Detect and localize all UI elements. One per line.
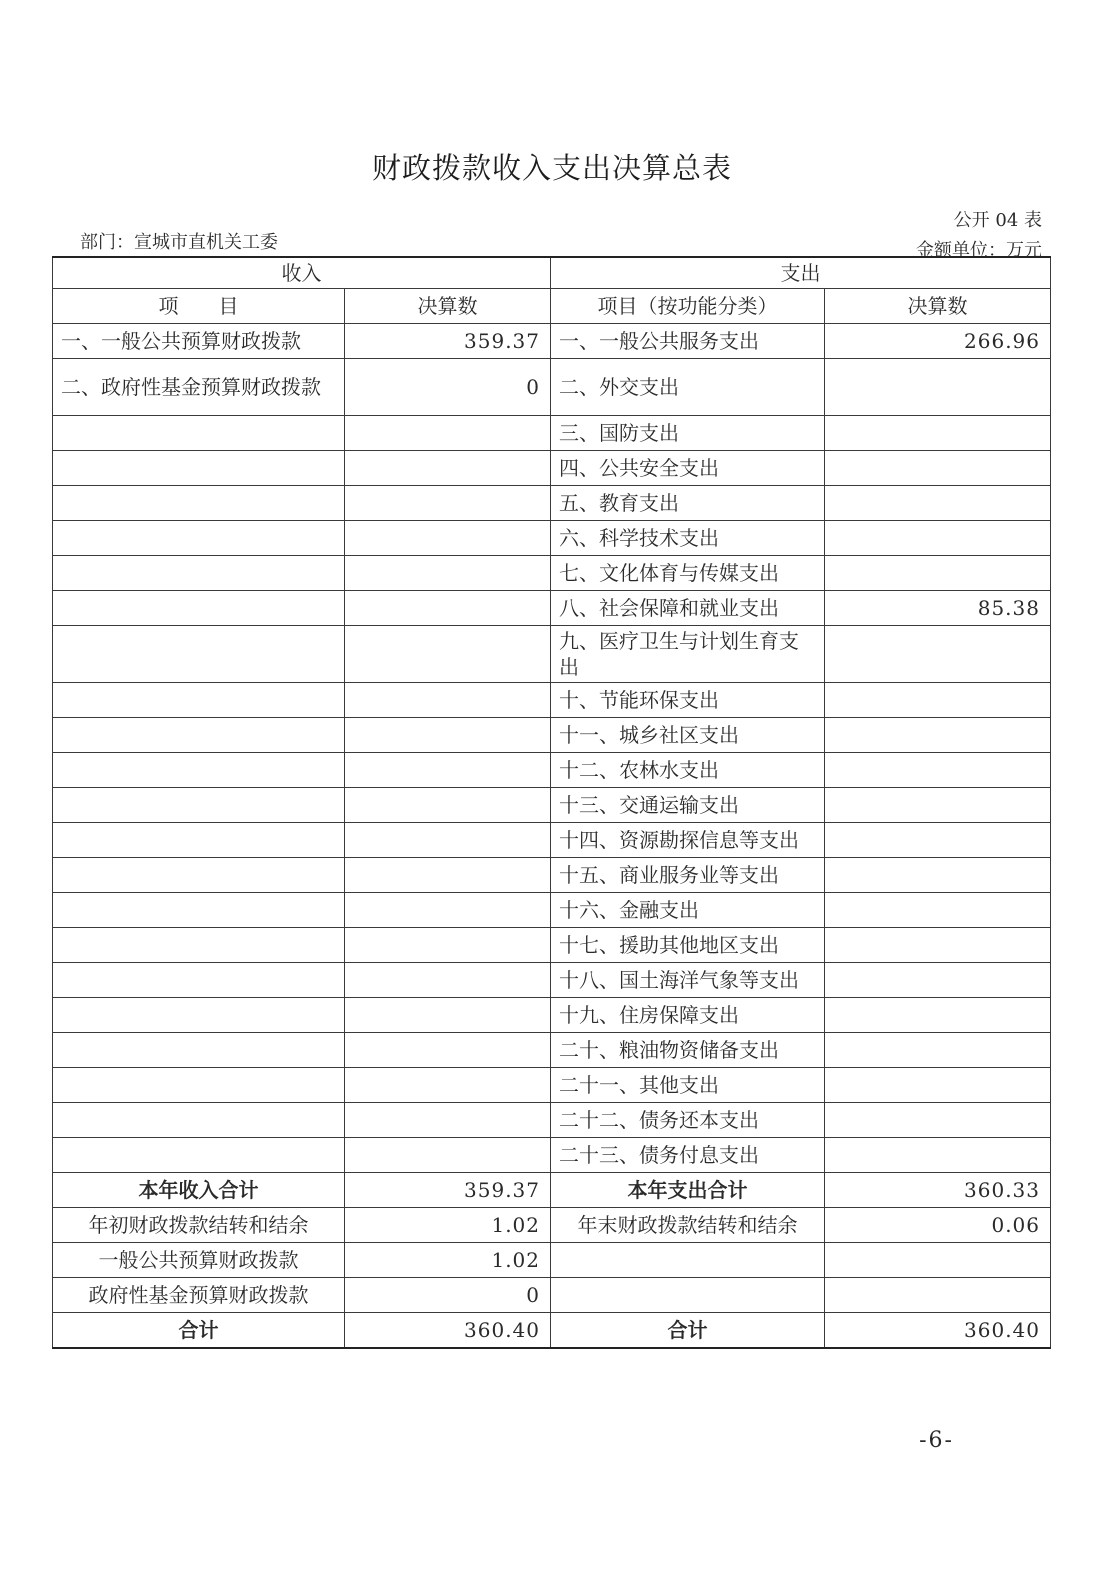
expense-item-cell: 六、科学技术支出 [551,521,825,556]
income-value-cell [345,451,551,486]
income-value-cell [345,416,551,451]
expense-value-cell [825,556,1051,591]
table-row [53,1033,1051,1068]
table-row [53,451,1051,486]
summary-expense-value [825,1278,1051,1313]
expense-value-cell [825,359,1051,416]
table-row [53,718,1051,753]
fiscal-summary-table [52,256,1051,1349]
table-row [53,324,1051,359]
expense-value-cell [825,1033,1051,1068]
income-item-header: 项 目 [53,289,345,324]
expense-value-cell [825,1103,1051,1138]
expense-item-cell: 十七、援助其他地区支出 [551,928,825,963]
expense-item-cell: 七、文化体育与传媒支出 [551,556,825,591]
expense-value-cell [825,858,1051,893]
expense-item-cell: 十一、城乡社区支出 [551,718,825,753]
income-item-cell [53,718,345,753]
income-value-cell [345,998,551,1033]
income-value-cell [345,521,551,556]
expense-item-header: 项目（按功能分类） [551,289,825,324]
table-row [53,416,1051,451]
income-value-cell [345,963,551,998]
expense-item-cell: 十三、交通运输支出 [551,788,825,823]
expense-value-cell [825,1068,1051,1103]
table-row [53,683,1051,718]
expense-item-cell: 十五、商业服务业等支出 [551,858,825,893]
income-amount-header: 决算数 [345,289,551,324]
income-section-header: 收入 [53,257,551,289]
expense-item-cell: 十四、资源勘探信息等支出 [551,823,825,858]
income-value-cell [345,788,551,823]
expense-value-cell [825,998,1051,1033]
income-value-cell: 0 [345,359,551,416]
income-value-cell [345,683,551,718]
expense-value-cell [825,753,1051,788]
income-item-cell [53,683,345,718]
expense-value-cell [825,823,1051,858]
summary-expense-value: 360.33 [825,1173,1051,1208]
table-row [53,1103,1051,1138]
income-item-cell [53,591,345,626]
table-row [53,1068,1051,1103]
summary-expense-value: 360.40 [825,1313,1051,1349]
income-value-cell: 359.37 [345,324,551,359]
summary-expense-item: 合计 [551,1313,825,1349]
income-item-cell [53,998,345,1033]
income-value-cell [345,591,551,626]
expense-value-cell [825,893,1051,928]
income-value-cell [345,718,551,753]
summary-income-item: 合计 [53,1313,345,1349]
department-label: 部门：宣城市直机关工委 [80,232,278,253]
income-item-cell [53,788,345,823]
expense-section-header: 支出 [551,257,1051,289]
income-item-cell [53,963,345,998]
income-item-cell: 一、一般公共预算财政拨款 [53,324,345,359]
income-value-cell [345,753,551,788]
expense-item-cell: 十六、金融支出 [551,893,825,928]
summary-income-item: 年初财政拨款结转和结余 [53,1208,345,1243]
form-number: 公开 04 表 [953,210,1042,231]
expense-value-cell [825,451,1051,486]
summary-income-value: 0 [345,1278,551,1313]
income-item-cell [53,556,345,591]
income-value-cell [345,858,551,893]
expense-item-cell: 二十、粮油物资储备支出 [551,1033,825,1068]
income-item-cell [53,823,345,858]
expense-item-cell: 十九、住房保障支出 [551,998,825,1033]
summary-expense-item [551,1243,825,1278]
table-row [53,626,1051,683]
summary-row [53,1313,1051,1349]
summary-expense-value: 0.06 [825,1208,1051,1243]
summary-row [53,1243,1051,1278]
income-item-cell [53,451,345,486]
expense-item-cell: 十八、国土海洋气象等支出 [551,963,825,998]
table-row [53,893,1051,928]
income-item-cell [53,858,345,893]
table-row [53,753,1051,788]
section-header-row [53,257,1051,289]
income-value-cell [345,928,551,963]
income-value-cell [345,1138,551,1173]
expense-value-cell [825,626,1051,683]
income-item-cell [53,626,345,683]
summary-income-value: 1.02 [345,1243,551,1278]
expense-value-cell [825,788,1051,823]
table-row [53,359,1051,416]
table-row [53,858,1051,893]
amount-unit-label: 金额单位：万元 [916,240,1042,261]
table-row [53,486,1051,521]
income-item-cell [53,521,345,556]
summary-income-value: 359.37 [345,1173,551,1208]
summary-expense-item: 本年支出合计 [551,1173,825,1208]
table-row [53,521,1051,556]
income-value-cell [345,1068,551,1103]
income-value-cell [345,1103,551,1138]
table-row [53,998,1051,1033]
expense-value-cell [825,963,1051,998]
income-item-cell [53,486,345,521]
expense-amount-header: 决算数 [825,289,1051,324]
expense-item-cell: 五、教育支出 [551,486,825,521]
income-item-cell [53,1068,345,1103]
income-item-cell [53,416,345,451]
table-row [53,591,1051,626]
expense-item-cell: 十、节能环保支出 [551,683,825,718]
expense-item-cell: 二、外交支出 [551,359,825,416]
income-item-cell [53,1138,345,1173]
expense-item-cell: 二十二、债务还本支出 [551,1103,825,1138]
expense-value-cell [825,683,1051,718]
expense-item-cell: 三、国防支出 [551,416,825,451]
income-item-cell [53,1103,345,1138]
page-number: -6- [919,1428,954,1453]
table-row [53,556,1051,591]
income-item-cell: 二、政府性基金预算财政拨款 [53,359,345,416]
expense-value-cell [825,416,1051,451]
summary-expense-value [825,1243,1051,1278]
expense-value-cell: 266.96 [825,324,1051,359]
table-row [53,788,1051,823]
income-item-cell [53,753,345,788]
expense-value-cell: 85.38 [825,591,1051,626]
table-row [53,928,1051,963]
table-row [53,823,1051,858]
summary-row [53,1278,1051,1313]
table-row [53,1138,1051,1173]
income-value-cell [345,486,551,521]
summary-income-item: 一般公共预算财政拨款 [53,1243,345,1278]
page-title: 财政拨款收入支出决算总表 [371,151,732,185]
expense-item-cell: 八、社会保障和就业支出 [551,591,825,626]
summary-expense-item [551,1278,825,1313]
summary-income-value: 360.40 [345,1313,551,1349]
summary-income-item: 本年收入合计 [53,1173,345,1208]
summary-row [53,1173,1051,1208]
income-item-cell [53,1033,345,1068]
expense-value-cell [825,928,1051,963]
expense-item-cell: 二十一、其他支出 [551,1068,825,1103]
expense-item-cell: 四、公共安全支出 [551,451,825,486]
summary-income-value: 1.02 [345,1208,551,1243]
income-value-cell [345,556,551,591]
summary-income-item: 政府性基金预算财政拨款 [53,1278,345,1313]
expense-value-cell [825,486,1051,521]
income-value-cell [345,893,551,928]
column-header-row [53,289,1051,324]
expense-value-cell [825,521,1051,556]
expense-item-cell: 九、医疗卫生与计划生育支出 [551,626,825,683]
summary-expense-item: 年末财政拨款结转和结余 [551,1208,825,1243]
expense-item-cell: 十二、农林水支出 [551,753,825,788]
expense-item-cell: 二十三、债务付息支出 [551,1138,825,1173]
income-value-cell [345,626,551,683]
income-item-cell [53,928,345,963]
expense-value-cell [825,718,1051,753]
expense-item-cell: 一、一般公共服务支出 [551,324,825,359]
expense-value-cell [825,1138,1051,1173]
summary-row [53,1208,1051,1243]
income-value-cell [345,823,551,858]
income-value-cell [345,1033,551,1068]
table-row [53,963,1051,998]
income-item-cell [53,893,345,928]
